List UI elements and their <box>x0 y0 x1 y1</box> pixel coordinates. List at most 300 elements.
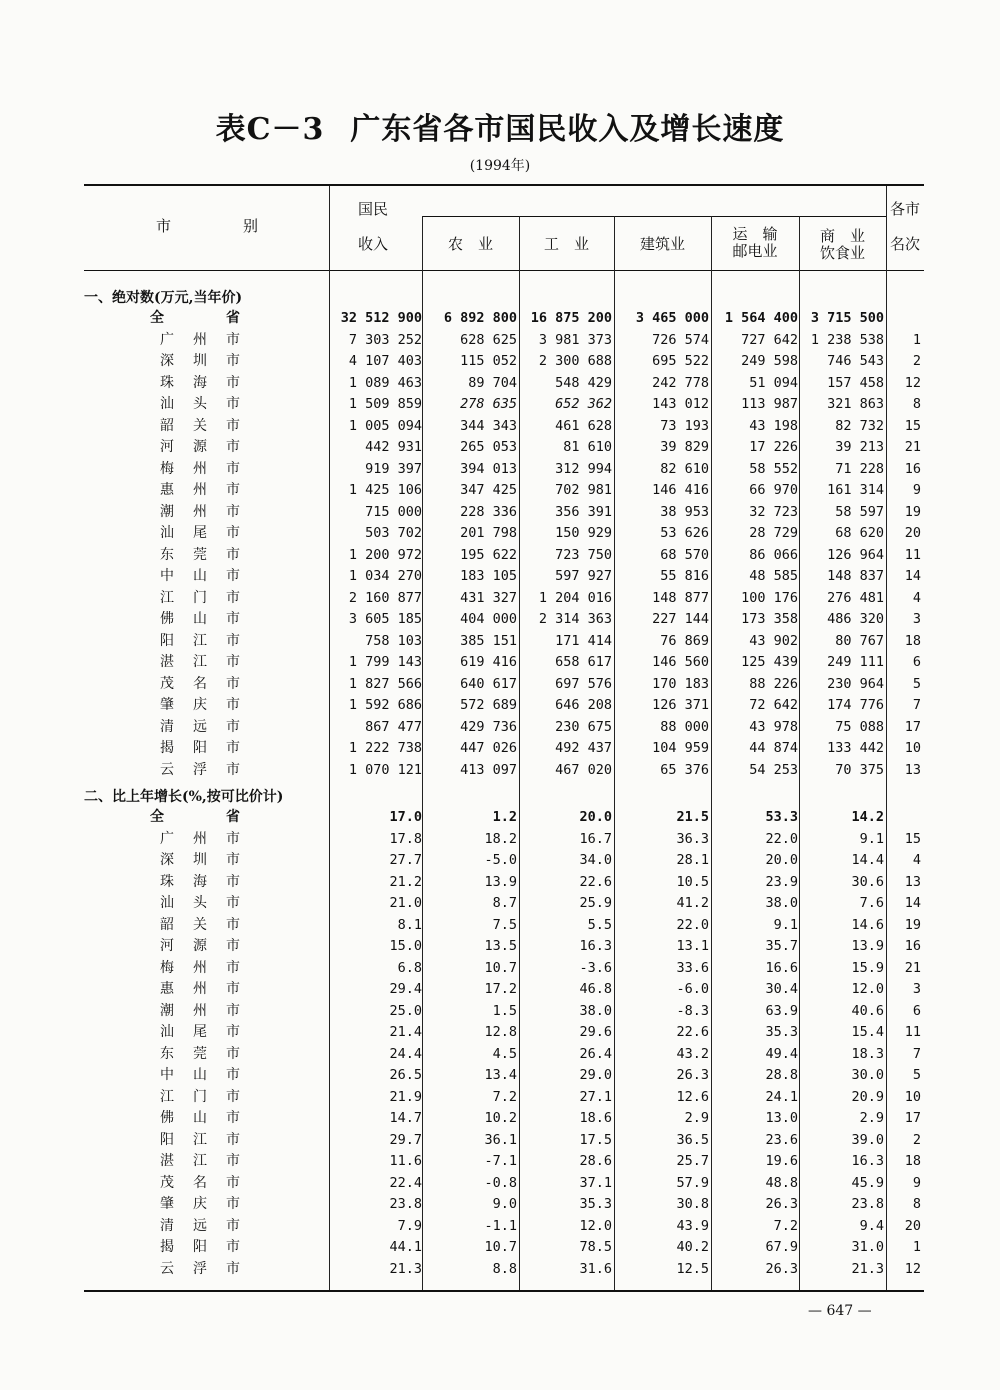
value-cell: 15.4 <box>851 1024 884 1040</box>
value-cell: 48 585 <box>749 568 798 584</box>
value-cell: 16.6 <box>765 959 798 976</box>
city-name-char: 市 <box>226 718 240 735</box>
city-name-char: 茂 <box>160 1174 174 1191</box>
rank-cell: 12 <box>904 374 921 391</box>
city-name-char: 市 <box>226 353 240 369</box>
city-name-char: 市 <box>226 482 240 498</box>
city-name-char: 阳 <box>160 632 174 649</box>
rank-cell: 16 <box>904 460 921 477</box>
city-name-char: 阳 <box>160 1131 174 1148</box>
city-name-char: 广 <box>160 331 174 348</box>
value-cell: 3 605 185 <box>348 611 422 627</box>
city-name-char: 市 <box>226 873 240 890</box>
value-cell: 394 013 <box>460 460 517 477</box>
city-name-char: 省 <box>226 310 240 326</box>
table-row <box>0 631 1000 653</box>
section-absolute-title: 一、绝对数(万元,当年价) <box>84 290 243 306</box>
value-cell: 22.0 <box>676 916 709 933</box>
value-cell: 2.9 <box>859 1110 884 1126</box>
value-cell: 572 689 <box>460 697 517 713</box>
value-cell: 36.1 <box>484 1131 517 1148</box>
city-name-char: 关 <box>193 916 207 933</box>
rank-cell: 11 <box>904 1024 921 1040</box>
city-name <box>160 717 240 739</box>
value-cell: 57.9 <box>676 1174 709 1191</box>
city-name-char: 州 <box>193 503 207 520</box>
value-cell: 34.0 <box>579 852 612 868</box>
value-cell: 17 226 <box>749 439 798 455</box>
city-name-char: 广 <box>160 830 174 847</box>
value-cell: 702 981 <box>555 482 612 498</box>
city-name <box>160 1044 240 1066</box>
value-cell: 40.2 <box>676 1239 709 1255</box>
value-cell: 26.4 <box>579 1045 612 1062</box>
value-cell: 54 253 <box>749 761 798 778</box>
city-name-char: 清 <box>160 1217 174 1234</box>
value-cell: 183 105 <box>460 568 517 584</box>
value-cell: 12.5 <box>676 1260 709 1277</box>
value-cell: 13.4 <box>484 1067 517 1083</box>
city-name <box>160 373 240 395</box>
city-name-char: 珠 <box>160 374 174 391</box>
value-cell: 14.6 <box>851 916 884 933</box>
value-cell: 18.2 <box>484 830 517 847</box>
city-name-char: 海 <box>193 374 207 391</box>
header-industry: 工 业 <box>543 235 589 253</box>
city-name-char: 汕 <box>160 1024 174 1040</box>
table-row <box>0 351 1000 373</box>
city-name-char: 汕 <box>160 895 174 911</box>
city-name-char: 市 <box>226 396 240 412</box>
value-cell: 228 336 <box>460 503 517 520</box>
city-name-char: 市 <box>226 916 240 933</box>
city-name-char: 市 <box>226 460 240 477</box>
value-cell: 126 964 <box>827 546 884 563</box>
value-cell: 38.0 <box>579 1002 612 1019</box>
value-cell: -5.0 <box>484 852 517 868</box>
city-name-char: 关 <box>193 417 207 434</box>
city-name-char: 市 <box>226 1131 240 1148</box>
city-name <box>160 1001 240 1023</box>
value-cell: 82 610 <box>660 460 709 477</box>
city-name <box>160 1087 240 1109</box>
value-cell: 89 704 <box>468 374 517 391</box>
value-cell: 40.6 <box>851 1002 884 1019</box>
city-name <box>160 523 240 545</box>
city-name-char: 头 <box>193 396 207 412</box>
city-name-char: 韶 <box>160 916 174 933</box>
value-cell: 344 343 <box>460 417 517 434</box>
rank-cell: 13 <box>904 761 921 778</box>
table-row <box>0 1044 1000 1066</box>
city-name-char: 市 <box>226 374 240 391</box>
value-cell: 44 874 <box>749 740 798 756</box>
value-cell: 125 439 <box>741 654 798 670</box>
city-name-char: 州 <box>193 959 207 976</box>
value-cell: 88 000 <box>660 718 709 735</box>
value-cell: 758 103 <box>365 632 422 649</box>
city-name-char: 圳 <box>193 353 207 369</box>
city-name <box>160 588 240 610</box>
value-cell: -6.0 <box>676 981 709 997</box>
value-cell: 15.0 <box>389 938 422 954</box>
value-cell: 1.2 <box>492 809 517 825</box>
value-cell: 18.6 <box>579 1110 612 1126</box>
value-cell: 195 622 <box>460 546 517 563</box>
city-name-char: 潮 <box>160 503 174 520</box>
value-cell: 1.5 <box>492 1002 517 1019</box>
value-cell: 1 564 400 <box>724 310 798 326</box>
value-cell: 278 635 <box>460 396 517 412</box>
value-cell: 22.6 <box>676 1024 709 1040</box>
value-cell: 14.2 <box>851 809 884 825</box>
value-cell: 29.4 <box>389 981 422 997</box>
value-cell: 404 000 <box>460 611 517 627</box>
value-cell: 27.7 <box>389 852 422 868</box>
city-name-char: 市 <box>226 568 240 584</box>
city-name-char: 湛 <box>160 1153 174 1169</box>
value-cell: 82 732 <box>835 417 884 434</box>
value-cell: 22.0 <box>765 830 798 847</box>
value-cell: 21.2 <box>389 873 422 890</box>
value-cell: 486 320 <box>827 611 884 627</box>
city-name-char: 河 <box>160 439 174 455</box>
table-row <box>0 695 1000 717</box>
city-name-char: 市 <box>226 611 240 627</box>
value-cell: 1 222 738 <box>348 740 422 756</box>
rank-cell: 9 <box>912 1174 921 1191</box>
value-cell: 26.5 <box>389 1067 422 1083</box>
value-cell: 150 929 <box>555 525 612 541</box>
value-cell: 1 238 538 <box>810 331 884 348</box>
value-cell: -7.1 <box>484 1153 517 1169</box>
city-name-char: 州 <box>193 1002 207 1019</box>
value-cell: 7.9 <box>397 1217 422 1234</box>
city-name-char: 全 <box>150 310 164 326</box>
value-cell: 71 228 <box>835 460 884 477</box>
city-name-char: 州 <box>193 482 207 498</box>
city-name-char: 市 <box>226 852 240 868</box>
value-cell: 242 778 <box>652 374 709 391</box>
city-name <box>160 1237 240 1259</box>
city-name-char: 市 <box>226 417 240 434</box>
table-row <box>0 1216 1000 1238</box>
value-cell: 4.5 <box>492 1045 517 1062</box>
value-cell: 29.7 <box>389 1131 422 1148</box>
value-cell: 12.0 <box>851 981 884 997</box>
value-cell: 13.0 <box>765 1110 798 1126</box>
city-name <box>160 631 240 653</box>
value-cell: 619 416 <box>460 654 517 670</box>
city-name-char: 惠 <box>160 482 174 498</box>
city-name-char: 圳 <box>193 852 207 868</box>
value-cell: 2 300 688 <box>538 353 612 369</box>
city-name <box>160 351 240 373</box>
rank-cell: 1 <box>912 331 921 348</box>
rank-cell: 21 <box>904 439 921 455</box>
value-cell: 146 560 <box>652 654 709 670</box>
value-cell: 38.0 <box>765 895 798 911</box>
value-cell: 53.3 <box>765 809 798 825</box>
value-cell: 157 458 <box>827 374 884 391</box>
value-cell: 26.3 <box>676 1067 709 1083</box>
value-cell: 10.5 <box>676 873 709 890</box>
value-cell: 27.1 <box>579 1088 612 1105</box>
value-cell: 35.3 <box>765 1024 798 1040</box>
value-cell: 1 827 566 <box>348 675 422 692</box>
city-name <box>160 958 240 980</box>
value-cell: 461 628 <box>555 417 612 434</box>
value-cell: 65 376 <box>660 761 709 778</box>
page-number: — 647 — <box>808 1303 872 1319</box>
value-cell: 32 512 900 <box>340 310 422 326</box>
city-name-char: 市 <box>226 654 240 670</box>
city-name-char: 深 <box>160 852 174 868</box>
city-name-char: 市 <box>226 439 240 455</box>
city-name-char: 市 <box>226 761 240 778</box>
value-cell: 22.6 <box>579 873 612 890</box>
city-name-char: 省 <box>226 809 240 825</box>
header-transport-1: 运 输 <box>732 225 778 243</box>
value-cell: 36.3 <box>676 830 709 847</box>
table-row <box>0 850 1000 872</box>
value-cell: 13.9 <box>484 873 517 890</box>
city-name-char: 阳 <box>193 1239 207 1255</box>
city-name <box>160 850 240 872</box>
rank-cell: 5 <box>912 1067 921 1083</box>
table-row <box>0 588 1000 610</box>
table-row <box>0 1237 1000 1259</box>
table-row <box>0 394 1000 416</box>
header-national-income-1: 国民 <box>358 200 389 218</box>
value-cell: -8.3 <box>676 1002 709 1019</box>
table-row <box>0 545 1000 567</box>
rank-cell: 2 <box>912 1131 921 1148</box>
value-cell: 1 034 270 <box>348 568 422 584</box>
rank-cell: 7 <box>912 697 921 713</box>
value-cell: 72 642 <box>749 697 798 713</box>
city-name-char: 佛 <box>160 611 174 627</box>
city-name-char: 市 <box>226 1002 240 1019</box>
header-rank-2: 名次 <box>889 235 920 253</box>
value-cell: 201 798 <box>460 525 517 541</box>
value-cell: 21.0 <box>389 895 422 911</box>
rank-cell: 13 <box>904 873 921 890</box>
rank-cell: 3 <box>912 611 921 627</box>
value-cell: 28.8 <box>765 1067 798 1083</box>
value-cell: 46.8 <box>579 981 612 997</box>
rank-cell: 4 <box>912 852 921 868</box>
table-row <box>0 1194 1000 1216</box>
table-row <box>0 480 1000 502</box>
rank-cell: 3 <box>912 981 921 997</box>
city-name <box>160 1173 240 1195</box>
value-cell: 646 208 <box>555 697 612 713</box>
value-cell: 28.6 <box>579 1153 612 1169</box>
rank-cell: 14 <box>904 568 921 584</box>
value-cell: 58 597 <box>835 503 884 520</box>
rank-cell: 18 <box>904 632 921 649</box>
value-cell: 8.8 <box>492 1260 517 1277</box>
value-cell: 28 729 <box>749 525 798 541</box>
value-cell: 170 183 <box>652 675 709 692</box>
header-rank-1: 各市 <box>889 200 920 218</box>
city-name-char: 市 <box>226 331 240 348</box>
rank-cell: 6 <box>912 654 921 670</box>
value-cell: 9.0 <box>492 1196 517 1212</box>
rank-cell: 14 <box>904 895 921 911</box>
header-bottom-rule <box>84 270 924 271</box>
city-name-char: 梅 <box>160 460 174 477</box>
value-cell: 31.6 <box>579 1260 612 1277</box>
value-cell: 413 097 <box>460 761 517 778</box>
value-cell: 442 931 <box>365 439 422 455</box>
city-name-char: 市 <box>226 740 240 756</box>
value-cell: 7.2 <box>492 1088 517 1105</box>
table-row <box>0 872 1000 894</box>
value-cell: 36.5 <box>676 1131 709 1148</box>
value-cell: 23.8 <box>389 1196 422 1212</box>
city-name-char: 市 <box>226 546 240 563</box>
value-cell: 10.2 <box>484 1110 517 1126</box>
value-cell: 467 020 <box>555 761 612 778</box>
value-cell: 431 327 <box>460 589 517 606</box>
city-name-char: 佛 <box>160 1110 174 1126</box>
value-cell: 113 987 <box>741 396 798 412</box>
city-name <box>150 807 240 829</box>
value-cell: 2.9 <box>684 1110 709 1126</box>
value-cell: 24.1 <box>765 1088 798 1105</box>
city-name-char: 潮 <box>160 1002 174 1019</box>
city-name <box>160 1259 240 1281</box>
city-name <box>160 394 240 416</box>
city-name-char: 市 <box>226 632 240 649</box>
rank-cell: 9 <box>912 482 921 498</box>
value-cell: 6.8 <box>397 959 422 976</box>
city-name-char: 市 <box>226 675 240 692</box>
city-name-char: 惠 <box>160 981 174 997</box>
city-name-char: 山 <box>193 1110 207 1126</box>
city-name-char: 名 <box>193 675 207 692</box>
table-row <box>0 502 1000 524</box>
city-name-char: 江 <box>193 1131 207 1148</box>
value-cell: 30.8 <box>676 1196 709 1212</box>
value-cell: 148 877 <box>652 589 709 606</box>
value-cell: 174 776 <box>827 697 884 713</box>
city-name-char: 海 <box>193 873 207 890</box>
value-cell: 597 927 <box>555 568 612 584</box>
city-name-char: 莞 <box>193 546 207 563</box>
value-cell: 5.5 <box>587 916 612 933</box>
table-title-text: 广东省各市国民收入及增长速度 <box>350 112 785 147</box>
city-name-char: 深 <box>160 353 174 369</box>
value-cell: 6 892 800 <box>443 310 517 326</box>
value-cell: 21.3 <box>851 1260 884 1277</box>
city-name-char: 市 <box>226 981 240 997</box>
city-name-char: 市 <box>226 895 240 911</box>
value-cell: 26.3 <box>765 1260 798 1277</box>
header-construction: 建筑业 <box>639 235 685 253</box>
city-name-char: 河 <box>160 938 174 954</box>
city-name <box>160 1151 240 1173</box>
value-cell: 35.7 <box>765 938 798 954</box>
value-cell: 1 204 016 <box>538 589 612 606</box>
value-cell: 14.4 <box>851 852 884 868</box>
city-name-char: 揭 <box>160 740 174 756</box>
value-cell: 68 620 <box>835 525 884 541</box>
value-cell: 23.8 <box>851 1196 884 1212</box>
city-name-char: 阳 <box>193 740 207 756</box>
city-name-char: 源 <box>193 938 207 954</box>
value-cell: 70 375 <box>835 761 884 778</box>
city-name-char: 州 <box>193 460 207 477</box>
value-cell: 727 642 <box>741 331 798 348</box>
table-row <box>0 1065 1000 1087</box>
value-cell: 723 750 <box>555 546 612 563</box>
value-cell: 43 902 <box>749 632 798 649</box>
value-cell: 104 959 <box>652 740 709 756</box>
value-cell: 146 416 <box>652 482 709 498</box>
city-name <box>160 829 240 851</box>
value-cell: 38 953 <box>660 503 709 520</box>
city-name-char: 江 <box>193 654 207 670</box>
value-cell: 658 617 <box>555 654 612 670</box>
value-cell: 16 875 200 <box>530 310 612 326</box>
value-cell: 1 005 094 <box>348 417 422 434</box>
city-name <box>160 1108 240 1130</box>
value-cell: 503 702 <box>365 525 422 541</box>
city-name-char: 庆 <box>193 1196 207 1212</box>
rank-cell: 5 <box>912 675 921 692</box>
city-name-char: 市 <box>226 959 240 976</box>
value-cell: 867 477 <box>365 718 422 735</box>
city-name <box>160 1130 240 1152</box>
city-name-char: 源 <box>193 439 207 455</box>
value-cell: 173 358 <box>741 611 798 627</box>
value-cell: -0.8 <box>484 1174 517 1191</box>
value-cell: 265 053 <box>460 439 517 455</box>
rank-cell: 8 <box>912 396 921 412</box>
rank-cell: 10 <box>904 1088 921 1105</box>
value-cell: 29.0 <box>579 1067 612 1083</box>
value-cell: 492 437 <box>555 740 612 756</box>
header-national-income-2: 收入 <box>358 235 389 253</box>
city-name <box>160 674 240 696</box>
value-cell: 73 193 <box>660 417 709 434</box>
city-name-char: 山 <box>193 611 207 627</box>
value-cell: 697 576 <box>555 675 612 692</box>
value-cell: 43 198 <box>749 417 798 434</box>
value-cell: 919 397 <box>365 460 422 477</box>
table-row <box>0 652 1000 674</box>
value-cell: 7.5 <box>492 916 517 933</box>
value-cell: 321 863 <box>827 396 884 412</box>
table-row <box>0 416 1000 438</box>
header-transport-2: 邮电业 <box>732 242 778 260</box>
value-cell: 39 213 <box>835 439 884 455</box>
rank-cell: 16 <box>904 938 921 954</box>
value-cell: 1 799 143 <box>348 654 422 670</box>
city-name-char: 市 <box>226 1196 240 1212</box>
city-name-char: 山 <box>193 568 207 584</box>
value-cell: 12.0 <box>579 1217 612 1234</box>
value-cell: 78.5 <box>579 1239 612 1255</box>
city-name-char: 汕 <box>160 525 174 541</box>
city-name-char: 市 <box>226 1110 240 1126</box>
bottom-rule <box>84 1290 924 1292</box>
city-name <box>160 760 240 782</box>
rank-cell: 12 <box>904 1260 921 1277</box>
